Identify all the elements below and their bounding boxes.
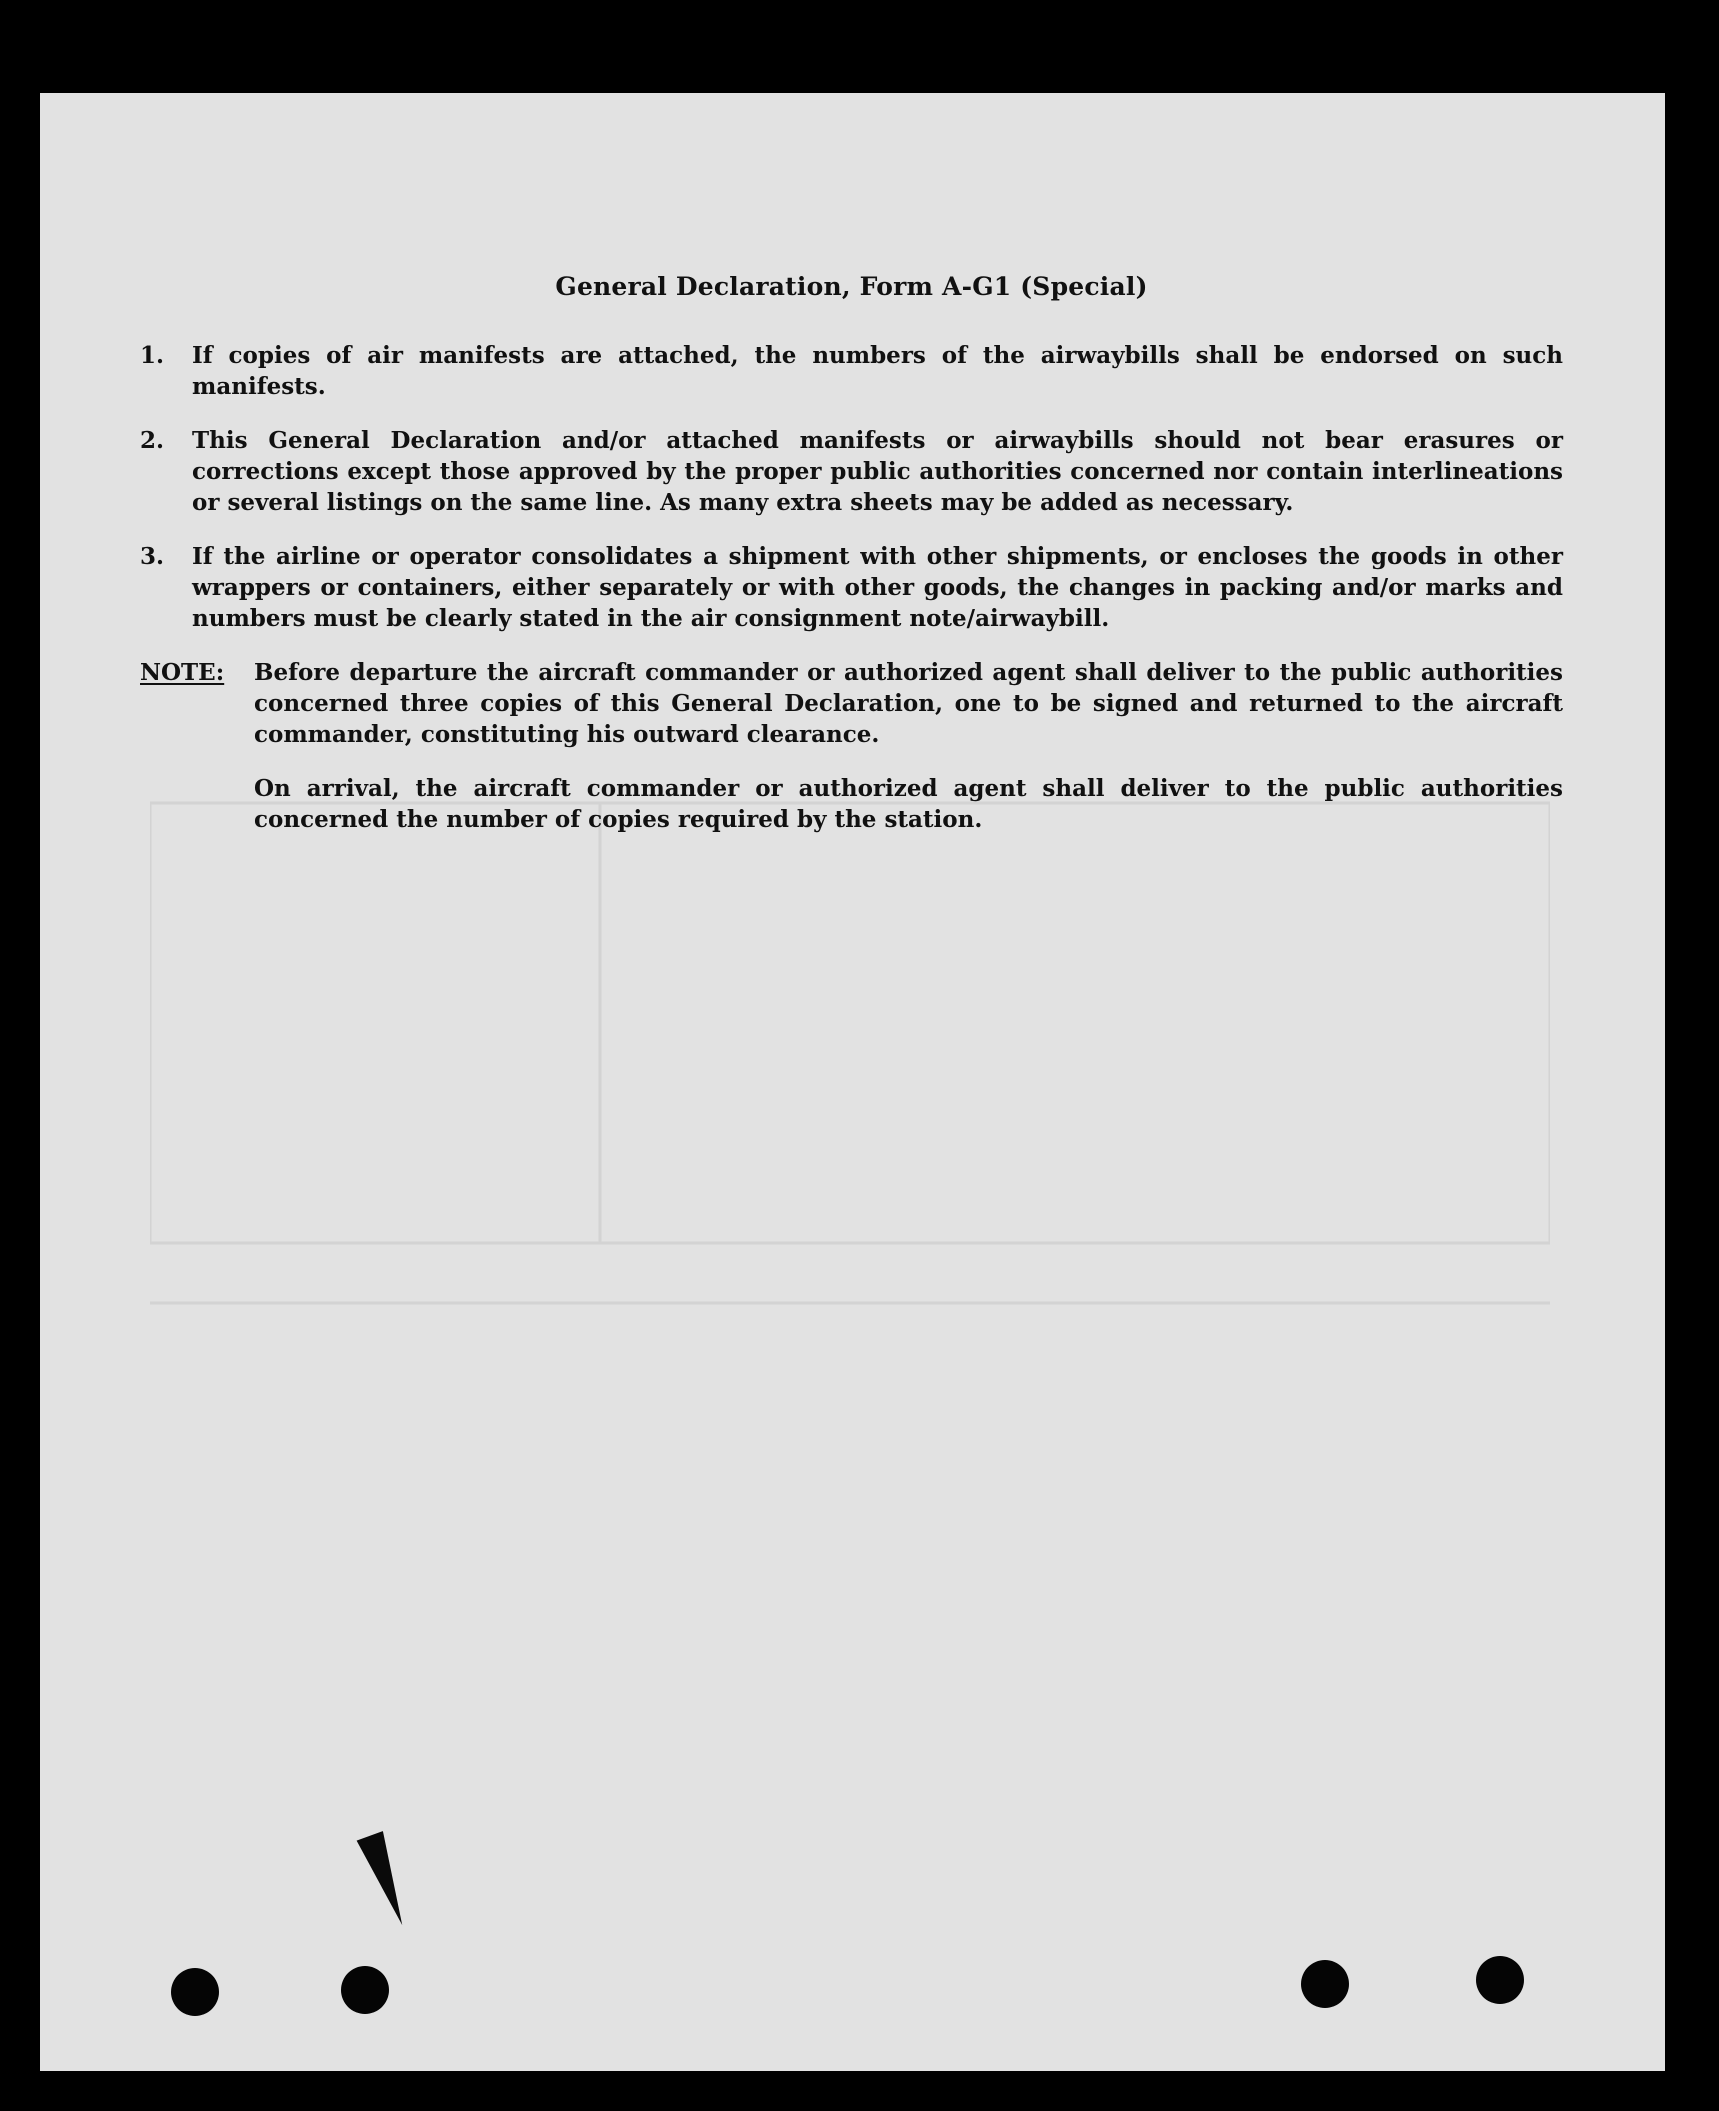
bleed-through-form-lines	[150, 783, 1550, 1383]
note-paragraph: Before departure the aircraft commander or authorized agent shall deliver to the public authorities concerned three copies of this General Declaration, one to be signed and returned to the aircraft commander, constituting his outward clearance.	[254, 659, 1563, 748]
instruction-item	[140, 425, 1563, 518]
instruction-item	[140, 541, 1563, 634]
note-paragraph: On arrival, the aircraft commander or authorized agent shall deliver to the public authorities concerned the number of copies required by the station.	[254, 775, 1563, 833]
punch-hole-mark	[1476, 1956, 1524, 2004]
declaration-content	[140, 271, 1563, 858]
note-label: NOTE:	[140, 659, 225, 686]
punch-hole-mark	[1301, 1960, 1349, 2008]
document-title: General Declaration, Form A-G1 (Special)	[555, 272, 1148, 301]
item-number: 2.	[140, 427, 165, 454]
punch-hole-mark	[171, 1968, 219, 2016]
item-number: 3.	[140, 543, 165, 570]
item-text: This General Declaration and/or attached manifests or airwaybills should not bear erasures or corrections except those approved by the proper public authorities concerned nor contain interlineations or several listings on the same line. As many extra sheets may be added as necessary.	[192, 427, 1563, 516]
item-number: 1.	[140, 342, 165, 369]
punch-hole-mark	[341, 1966, 389, 2014]
instruction-item	[140, 340, 1563, 402]
document-page	[40, 93, 1665, 2071]
note-section	[140, 657, 1563, 858]
item-text: If copies of air manifests are attached, the numbers of the airwaybills shall be endorsed on such manifests.	[192, 342, 1563, 400]
item-text: If the airline or operator consolidates a shipment with other shipments, or encloses the goods in other wrappers or containers, either separately or with other goods, the changes in packing and/or marks and numbers must be clearly stated in the air consignment note/airwaybill.	[192, 543, 1563, 632]
note-body	[254, 657, 1563, 858]
